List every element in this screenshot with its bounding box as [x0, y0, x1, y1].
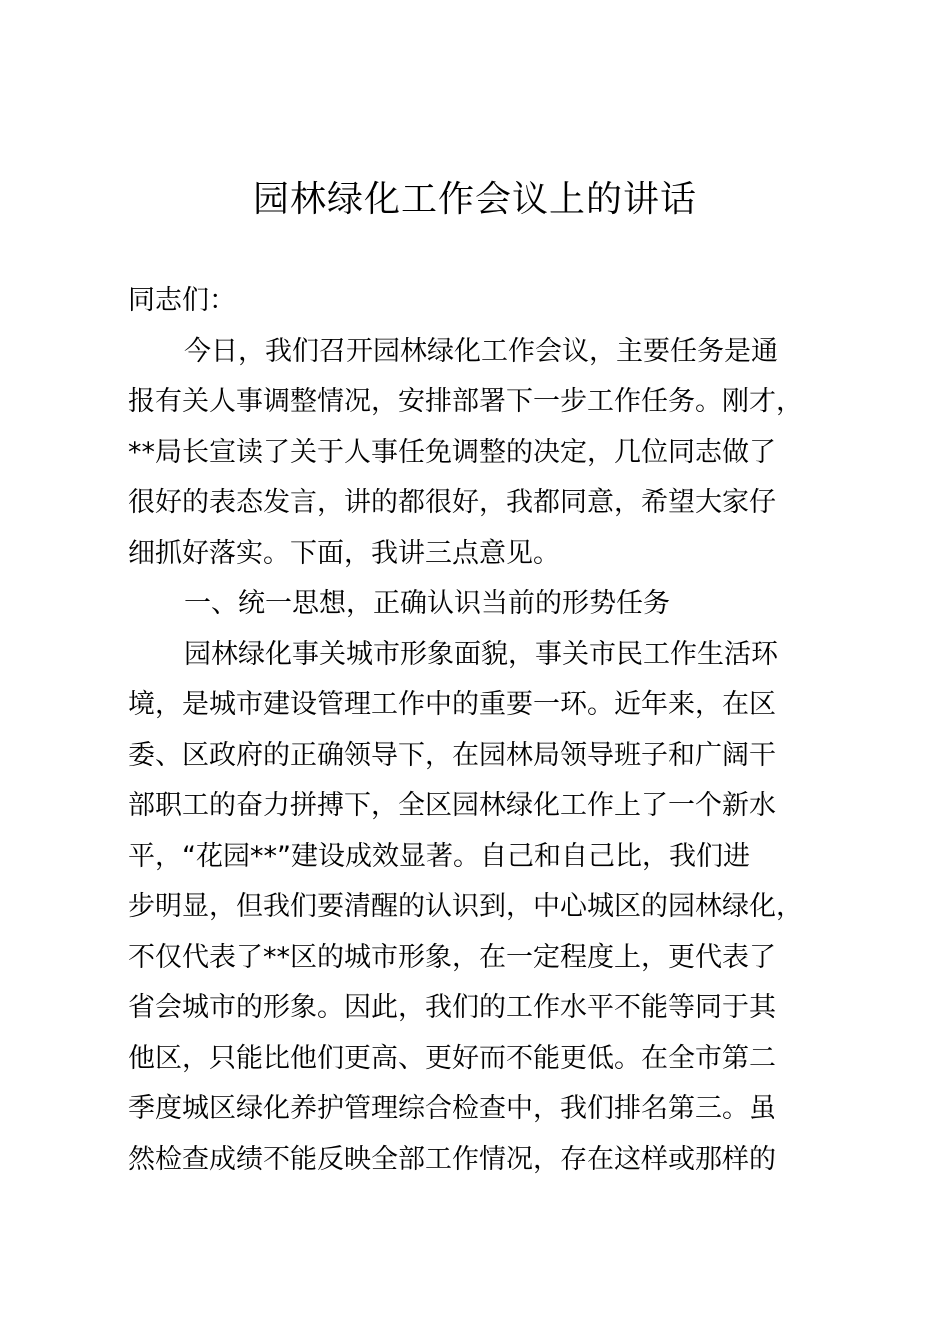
text-line: 今日，我们召开园林绿化工作会议，主要任务是通	[184, 335, 778, 367]
text-line: 委、区政府的正确领导下，在园林局领导班子和广阔干	[128, 739, 776, 771]
salutation-line: 同志们：	[128, 285, 236, 316]
text-line: 步明显，但我们要清醒的认识到，中心城区的园林绿化，	[128, 891, 803, 922]
text-line: 报有关人事调整情况，安排部署下一步工作任务。刚才，	[128, 386, 803, 417]
text-line: 园林绿化事关城市形象面貌，事关市民工作生活环	[184, 638, 778, 670]
text-line: 不仅代表了**区的城市形象，在一定程度上，更代表了	[128, 941, 776, 973]
document-title: 园林绿化工作会议上的讲话	[252, 179, 697, 220]
text-line: 境，是城市建设管理工作中的重要一环。近年来，在区	[128, 689, 776, 720]
text-line: 细抓好落实。下面，我讲三点意见。	[128, 537, 560, 569]
section-heading: 一、统一思想，正确认识当前的形势任务	[184, 588, 670, 619]
text-line: 很好的表态发言，讲的都很好，我都同意，希望大家仔	[128, 487, 776, 518]
document-body	[128, 276, 848, 1185]
text-line: 平，“花园**”建设成效显著。自己和自己比，我们进	[128, 840, 750, 872]
text-line: 季度城区绿化养护管理综合检查中，我们排名第三。虽	[128, 1093, 776, 1124]
text-line: 部职工的奋力拼搏下，全区园林绿化工作上了一个新水	[128, 790, 776, 821]
text-line: **局长宣读了关于人事任免调整的决定，几位同志做了	[128, 436, 776, 468]
text-line: 他区，只能比他们更高、更好而不能更低。在全市第二	[128, 1042, 776, 1074]
text-line: 然检查成绩不能反映全部工作情况，存在这样或那样的	[128, 1143, 776, 1175]
text-line: 省会城市的形象。因此，我们的工作水平不能等同于其	[128, 992, 776, 1023]
